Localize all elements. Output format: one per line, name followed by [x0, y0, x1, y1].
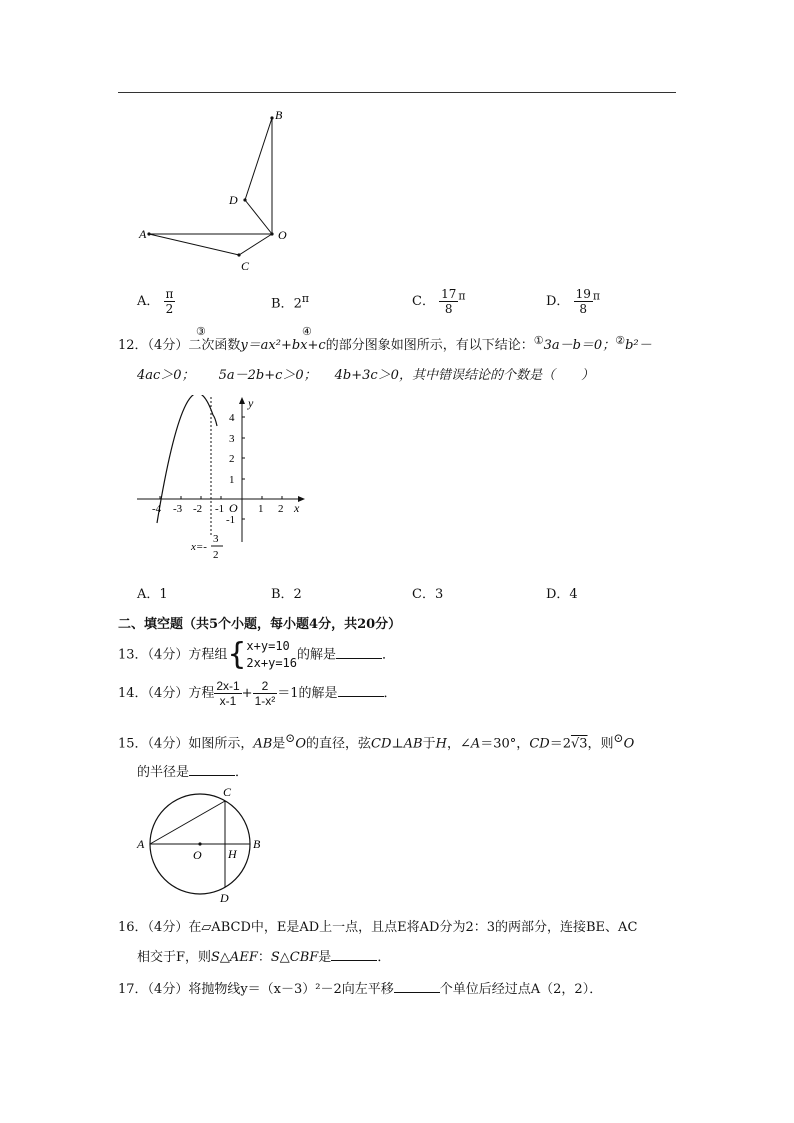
answer-blank[interactable] — [189, 763, 235, 776]
section-heading: 二、填空题（共5个小题，每小题4分，共20分） — [118, 617, 402, 632]
area-cbf: S△CBF — [270, 950, 319, 965]
option-letter: D． — [546, 294, 570, 309]
q12-option-d: D．4 — [546, 587, 578, 602]
point-o: O — [623, 736, 635, 752]
numerator: 2 — [253, 679, 278, 694]
text: ＝30°， — [480, 736, 530, 752]
y-axis-label: y — [248, 396, 254, 410]
point-o: O — [295, 736, 307, 752]
fraction-1 — [214, 679, 241, 708]
circled-4: ④ — [302, 325, 312, 338]
colon: ： — [257, 950, 271, 965]
x-tick-label: -3 — [173, 503, 183, 515]
q12-option-c: C．3 — [412, 587, 444, 602]
circled-1: ① — [533, 334, 544, 347]
brace-icon: { — [227, 637, 247, 672]
option-letter: A． — [137, 294, 160, 309]
x-tick-label: -1 — [215, 503, 225, 515]
label-H: H — [228, 847, 237, 861]
q11-figure — [135, 103, 295, 273]
x-tick-label: 2 — [278, 503, 284, 515]
label-D: D — [220, 891, 229, 905]
q12-text: 的部分图象如图所示，有以下结论： — [325, 338, 534, 353]
segment-cd: CD — [371, 736, 392, 752]
label-O: O — [278, 228, 287, 242]
pi-sup: π — [592, 289, 600, 303]
origin-label: O — [229, 501, 238, 515]
q17 — [118, 978, 602, 997]
q11-option-a — [137, 287, 175, 316]
q14-prefix: 14．（4分）方程 — [118, 686, 215, 701]
answer-blank[interactable] — [338, 684, 384, 697]
x-tick-label: -2 — [193, 503, 203, 515]
q12-stem-line2 — [137, 364, 594, 383]
fraction — [574, 287, 593, 316]
x-axis-label: x — [294, 501, 300, 515]
q12-option-b: B．2 — [271, 587, 302, 602]
conclusion-1: 3a－b＝0； — [543, 338, 616, 353]
area-aef: S△AEF — [211, 950, 258, 965]
conclusion-2b: 4ac＞0； — [137, 368, 195, 383]
q16-line1: 16．（4分）在▱ABCD中，E是AD上一点，且点E将AD分为2：3的两部分，连接BE、AC — [118, 920, 638, 935]
q12-prefix: 12．（4分）二次函数 — [118, 338, 241, 353]
q14-suffix: ＝1的解是 — [277, 686, 338, 701]
q11-option-c — [412, 287, 466, 316]
numerator: 19 — [575, 287, 591, 301]
option-letter: C． — [412, 294, 435, 309]
y-tick-label: -1 — [226, 514, 236, 526]
q17-function: y＝（x－3）²－2向左平移 — [240, 982, 394, 997]
x-tick-label: -4 — [152, 503, 162, 515]
q16-line2: 相交于F，则S△AEF：S△CBF是 ． — [137, 950, 391, 965]
text: 是 — [272, 736, 286, 752]
circle-symbol-icon: ⊙ — [285, 731, 296, 745]
y-tick-label: 2 — [229, 453, 235, 465]
label-C: C — [223, 785, 232, 799]
text: ，∠ — [446, 736, 471, 752]
point-a: A — [470, 736, 481, 752]
text: 于 — [422, 736, 436, 752]
q15-prefix: 15．（4分）如图所示， — [118, 736, 254, 752]
q12-option-a: A．1 — [137, 587, 168, 602]
x-tick-label: 1 — [258, 503, 264, 515]
text: ＝2 — [549, 736, 571, 752]
plus-sign: + — [241, 686, 253, 701]
denominator: x-1 — [219, 694, 237, 708]
q15-figure — [132, 782, 272, 907]
option-letter: B． — [271, 296, 294, 312]
text: ，则 — [587, 736, 614, 752]
axis-eq-den: 2 — [213, 549, 219, 561]
q16-text: 相交于F，则 — [137, 950, 212, 965]
header-rule — [118, 92, 676, 93]
q12-function: y＝ax²+bx+c — [240, 338, 326, 353]
conclusion-2a: b²－ — [625, 338, 652, 353]
denominator: 8 — [579, 302, 588, 316]
q11-option-b — [271, 292, 309, 311]
q15-line2-text: 的半径是 — [137, 765, 190, 780]
fraction-2 — [253, 679, 278, 708]
y-tick-label: 3 — [229, 433, 235, 445]
denominator: 1-x² — [254, 694, 276, 708]
numerator: 17 — [441, 287, 457, 301]
label-A: A — [139, 227, 147, 241]
label-A: A — [137, 837, 145, 851]
option-value: 2 — [293, 296, 302, 312]
pi-sup: π — [458, 289, 466, 303]
segment-ab: AB — [403, 736, 423, 752]
pi-sup: π — [301, 292, 309, 305]
circle-symbol-icon: ⊙ — [613, 731, 624, 745]
label-B: B — [275, 108, 283, 122]
segment-ab: AB — [253, 736, 273, 752]
point-h: H — [435, 736, 447, 752]
q15-line1 — [118, 731, 634, 751]
answer-blank[interactable] — [394, 980, 440, 993]
numerator: π — [165, 287, 174, 301]
q13-suffix: 的解是 — [297, 647, 337, 663]
circled-2: ② — [615, 334, 626, 347]
q15-line2: 的半径是 ． — [137, 765, 249, 780]
y-tick-label: 4 — [229, 412, 235, 424]
equation-system — [246, 638, 297, 672]
equation-2: 2x+y=16 — [246, 656, 297, 670]
q12-graph — [135, 395, 310, 570]
segment-cd: CD — [529, 736, 550, 752]
q13: 13．（4分）方程组{ x+y=10 2x+y=16 的解是 ． — [118, 637, 396, 672]
perp-symbol: ⊥ — [391, 736, 404, 752]
denominator: 2 — [165, 302, 174, 316]
q13-prefix: 13．（4分）方程组 — [118, 647, 228, 663]
denominator: 8 — [444, 302, 453, 316]
label-C: C — [241, 259, 250, 273]
q16-suffix: 是 — [318, 950, 332, 965]
answer-blank[interactable] — [336, 646, 382, 659]
equation-1: x+y=10 — [246, 639, 290, 653]
q14: 14．（4分）方程 $\frac{2x-1}{x-1}$ + $\frac{2}{\text{1-x²}}$ ＝1的解是 ． — [118, 679, 397, 708]
axis-eq-num: 3 — [213, 533, 219, 545]
q17-suffix: 个单位后经过点A（2，2）． — [439, 982, 603, 997]
numerator: 2x-1 — [216, 679, 240, 693]
text: 的直径，弦 — [306, 736, 372, 752]
answer-blank[interactable] — [331, 948, 377, 961]
conclusion-3: 5a－2b+c＞0； — [218, 368, 317, 383]
y-tick-label: 1 — [229, 474, 235, 486]
label-B: B — [253, 837, 261, 851]
fraction — [439, 287, 458, 316]
fraction — [164, 287, 176, 316]
axis-eq-prefix: x=- — [191, 541, 207, 553]
label-D: D — [229, 193, 238, 207]
sqrt-3: √3 — [570, 736, 588, 752]
circled-3: ③ — [196, 325, 206, 338]
q11-option-d — [546, 287, 600, 316]
q17-prefix: 17．（4分）将抛物线 — [118, 982, 241, 997]
conclusion-4: 4b+3c＞0，其中错误结论的个数是（ ） — [334, 368, 594, 383]
label-O: O — [193, 848, 202, 862]
